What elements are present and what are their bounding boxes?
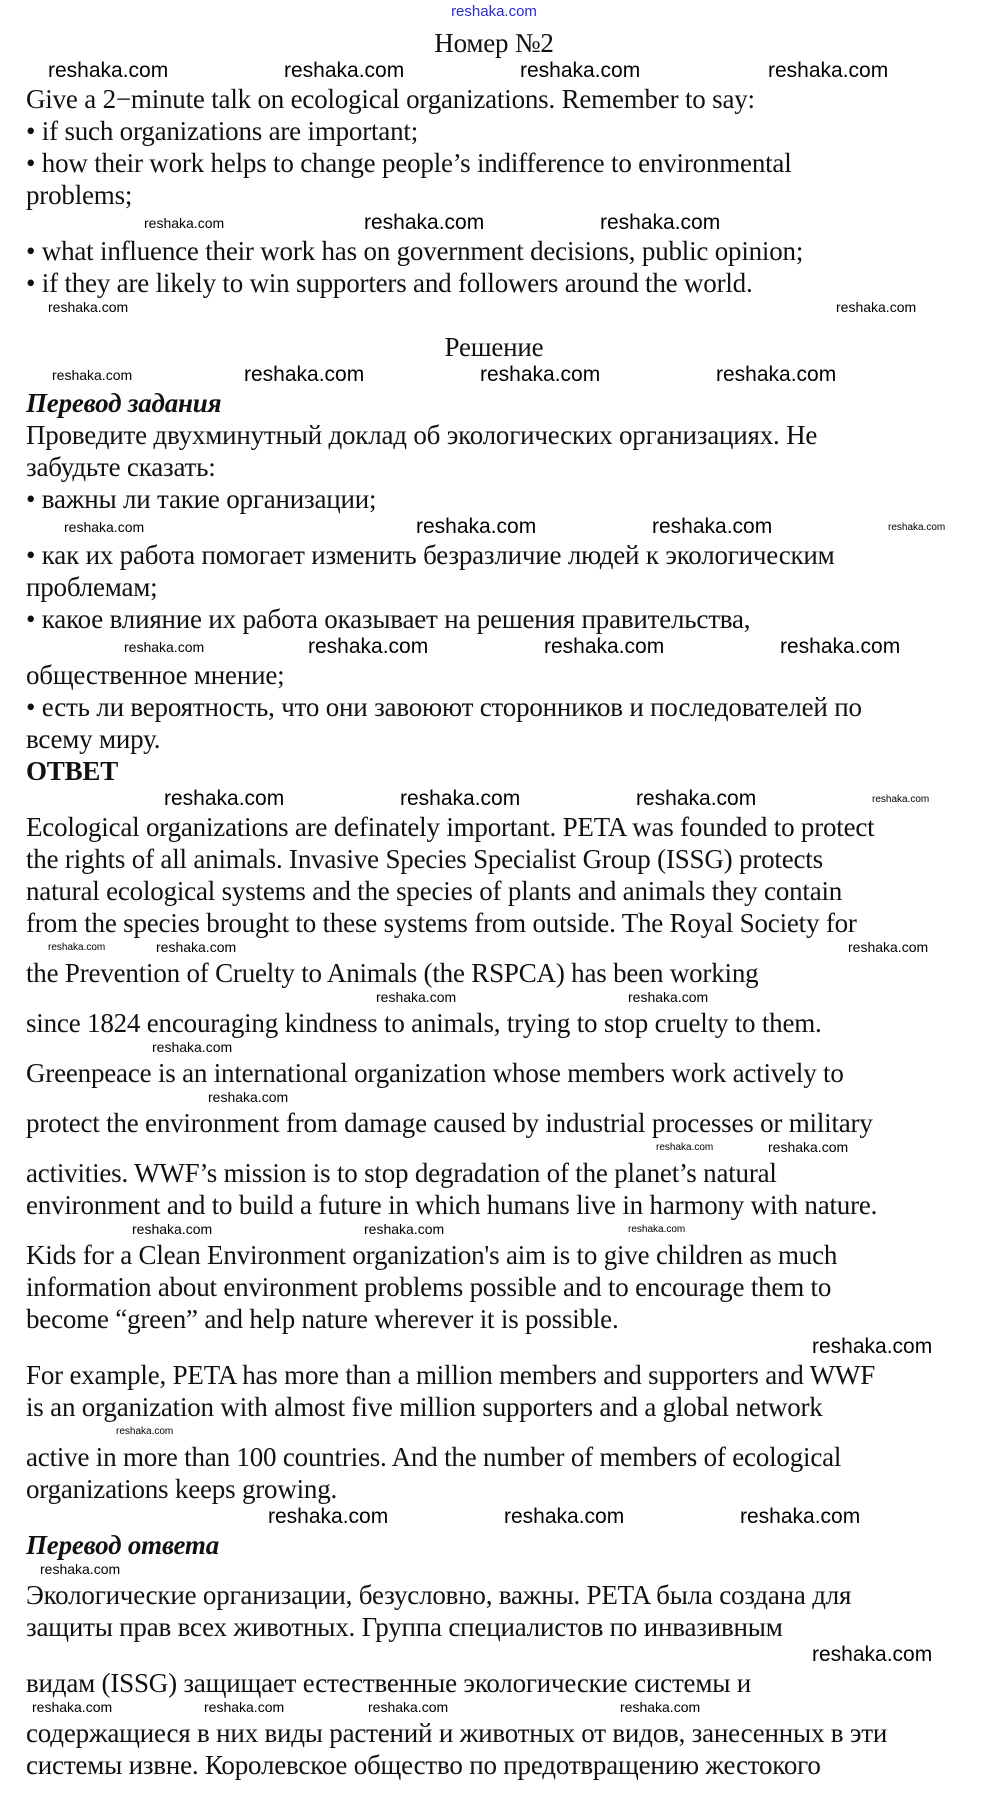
page-title: Номер №2	[434, 28, 554, 58]
text-line: • if they are likely to win supporters and followers around the world.	[26, 268, 753, 298]
text-line: • какое влияние их работа оказывает на решения правительства,	[26, 604, 751, 634]
watermark: reshaka.com	[872, 794, 930, 805]
text-line: Экологические организации, безусловно, важны. PETA была создана для	[26, 1580, 852, 1610]
text-line: общественное мнение;	[26, 660, 285, 690]
watermark-row	[0, 211, 988, 235]
watermark: reshaka.com	[156, 939, 237, 955]
watermark: reshaka.com	[152, 1039, 233, 1055]
watermark: reshaka.com	[520, 59, 641, 82]
text-line: problems;	[26, 180, 133, 210]
watermark-row	[0, 1699, 988, 1717]
text-line: organizations keeps growing.	[26, 1474, 338, 1504]
text-line: from the species brought to these systems from outside. The Royal Society for	[26, 908, 857, 938]
watermark: reshaka.com	[164, 787, 285, 810]
text-line: Greenpeace is an international organization whose members work actively to	[26, 1058, 844, 1088]
text-line: activities. WWF’s mission is to stop degradation of the planet’s natural	[26, 1158, 777, 1188]
text-line: • важны ли такие организации;	[26, 484, 377, 514]
text-line: is an organization with almost five million supporters and a global network	[26, 1392, 823, 1422]
text-line: всему миру.	[26, 724, 161, 754]
watermark: reshaka.com	[364, 1221, 445, 1237]
watermark: reshaka.com	[836, 299, 917, 315]
text-line: natural ecological systems and the species of plants and animals they contain	[26, 876, 843, 906]
watermark: reshaka.com	[504, 1505, 625, 1528]
watermark-row	[0, 1423, 988, 1441]
watermark-row	[0, 59, 988, 83]
watermark: reshaka.com	[656, 1142, 714, 1153]
watermark-row	[0, 989, 988, 1007]
text-line: проблемам;	[26, 572, 158, 602]
watermark: reshaka.com	[244, 363, 365, 386]
text-line: since 1824 encouraging kindness to animals, trying to stop cruelty to them.	[26, 1008, 822, 1038]
text-line: information about environment problems possible and to encourage them to	[26, 1272, 832, 1302]
watermark: reshaka.com	[308, 635, 429, 658]
answer-heading: ОТВЕТ	[26, 756, 119, 786]
watermark: reshaka.com	[124, 639, 205, 655]
watermark: reshaka.com	[600, 211, 721, 234]
watermark: reshaka.com	[208, 1089, 289, 1105]
text-line: • what influence their work has on government decisions, public opinion;	[26, 236, 804, 266]
watermark: reshaka.com	[368, 1699, 449, 1715]
text-line: For example, PETA has more than a million members and supporters and WWF	[26, 1360, 876, 1390]
watermark: reshaka.com	[480, 363, 601, 386]
text-line: содержащиеся в них виды растений и животных от видов, занесенных в эти	[26, 1718, 888, 1748]
answer-translation-heading: Перевод ответа	[26, 1530, 220, 1560]
watermark-row	[0, 363, 988, 387]
solution-heading: Решение	[444, 332, 544, 362]
text-line: забудьте сказать:	[26, 452, 216, 482]
text-line: protect the environment from damage caused by industrial processes or military	[26, 1108, 873, 1138]
watermark: reshaka.com	[768, 59, 889, 82]
watermark: reshaka.com	[812, 1335, 933, 1358]
text-line: защиты прав всех животных. Группа специалистов по инвазивным	[26, 1612, 783, 1642]
watermark: reshaka.com	[544, 635, 665, 658]
site-link[interactable]: reshaka.com	[451, 3, 537, 20]
text-line: Ecological organizations are definately important. PETA was founded to protect	[26, 812, 875, 842]
text-line: • how their work helps to change people’s indifference to environmental	[26, 148, 792, 178]
watermark: reshaka.com	[716, 363, 837, 386]
watermark-row	[0, 1561, 988, 1579]
watermark-row	[0, 1089, 988, 1107]
text-line: environment and to build a future in which humans live in harmony with nature.	[26, 1190, 878, 1220]
watermark: reshaka.com	[740, 1505, 861, 1528]
watermark: reshaka.com	[620, 1699, 701, 1715]
watermark: reshaka.com	[52, 367, 133, 383]
watermark-row	[0, 515, 988, 539]
watermark-row	[0, 787, 988, 811]
watermark: reshaka.com	[848, 939, 929, 955]
watermark: reshaka.com	[132, 1221, 213, 1237]
watermark: reshaka.com	[364, 211, 485, 234]
text-line: the Prevention of Cruelty to Animals (the RSPCA) has been working	[26, 958, 759, 988]
watermark: reshaka.com	[32, 1699, 113, 1715]
watermark-row	[0, 1039, 988, 1057]
watermark-row	[0, 1221, 988, 1239]
text-line: active in more than 100 countries. And the number of members of ecological	[26, 1442, 842, 1472]
watermark: reshaka.com	[64, 519, 145, 535]
text-line: видам (ISSG) защищает естественные экологические системы и	[26, 1668, 751, 1698]
watermark: reshaka.com	[888, 522, 946, 533]
watermark: reshaka.com	[376, 989, 457, 1005]
task-translation-heading: Перевод задания	[26, 388, 222, 418]
watermark: reshaka.com	[636, 787, 757, 810]
watermark-row	[0, 1335, 988, 1359]
watermark-row	[0, 1139, 988, 1157]
watermark: reshaka.com	[416, 515, 537, 538]
watermark: reshaka.com	[204, 1699, 285, 1715]
watermark: reshaka.com	[144, 215, 225, 231]
text-line: become “green” and help nature wherever it is possible.	[26, 1304, 619, 1334]
text-line: системы извне. Королевское общество по предотвращению жестокого	[26, 1750, 821, 1780]
watermark: reshaka.com	[628, 989, 709, 1005]
watermark-row	[0, 1505, 988, 1529]
text-line: Проведите двухминутный доклад об экологических организациях. Не	[26, 420, 818, 450]
watermark: reshaka.com	[768, 1139, 849, 1155]
text-line: • if such organizations are important;	[26, 116, 418, 146]
watermark: reshaka.com	[116, 1426, 174, 1437]
watermark: reshaka.com	[48, 942, 106, 953]
text-line: Give a 2−minute talk on ecological organizations. Remember to say:	[26, 84, 755, 114]
watermark: reshaka.com	[780, 635, 901, 658]
watermark: reshaka.com	[48, 299, 129, 315]
watermark: reshaka.com	[40, 1561, 121, 1577]
watermark: reshaka.com	[268, 1505, 389, 1528]
watermark: reshaka.com	[812, 1643, 933, 1666]
watermark: reshaka.com	[400, 787, 521, 810]
text-line: Kids for a Clean Environment organization's aim is to give children as much	[26, 1240, 838, 1270]
watermark-row	[0, 939, 988, 957]
watermark: reshaka.com	[48, 59, 169, 82]
text-line: • как их работа помогает изменить безразличие людей к экологическим	[26, 540, 835, 570]
watermark-row	[0, 1643, 988, 1667]
watermark: reshaka.com	[284, 59, 405, 82]
text-line: • есть ли вероятность, что они завоюют сторонников и последователей по	[26, 692, 862, 722]
watermark: reshaka.com	[652, 515, 773, 538]
watermark-row	[0, 299, 988, 317]
text-line: the rights of all animals. Invasive Species Specialist Group (ISSG) protects	[26, 844, 823, 874]
watermark: reshaka.com	[628, 1224, 686, 1235]
watermark-row	[0, 635, 988, 659]
